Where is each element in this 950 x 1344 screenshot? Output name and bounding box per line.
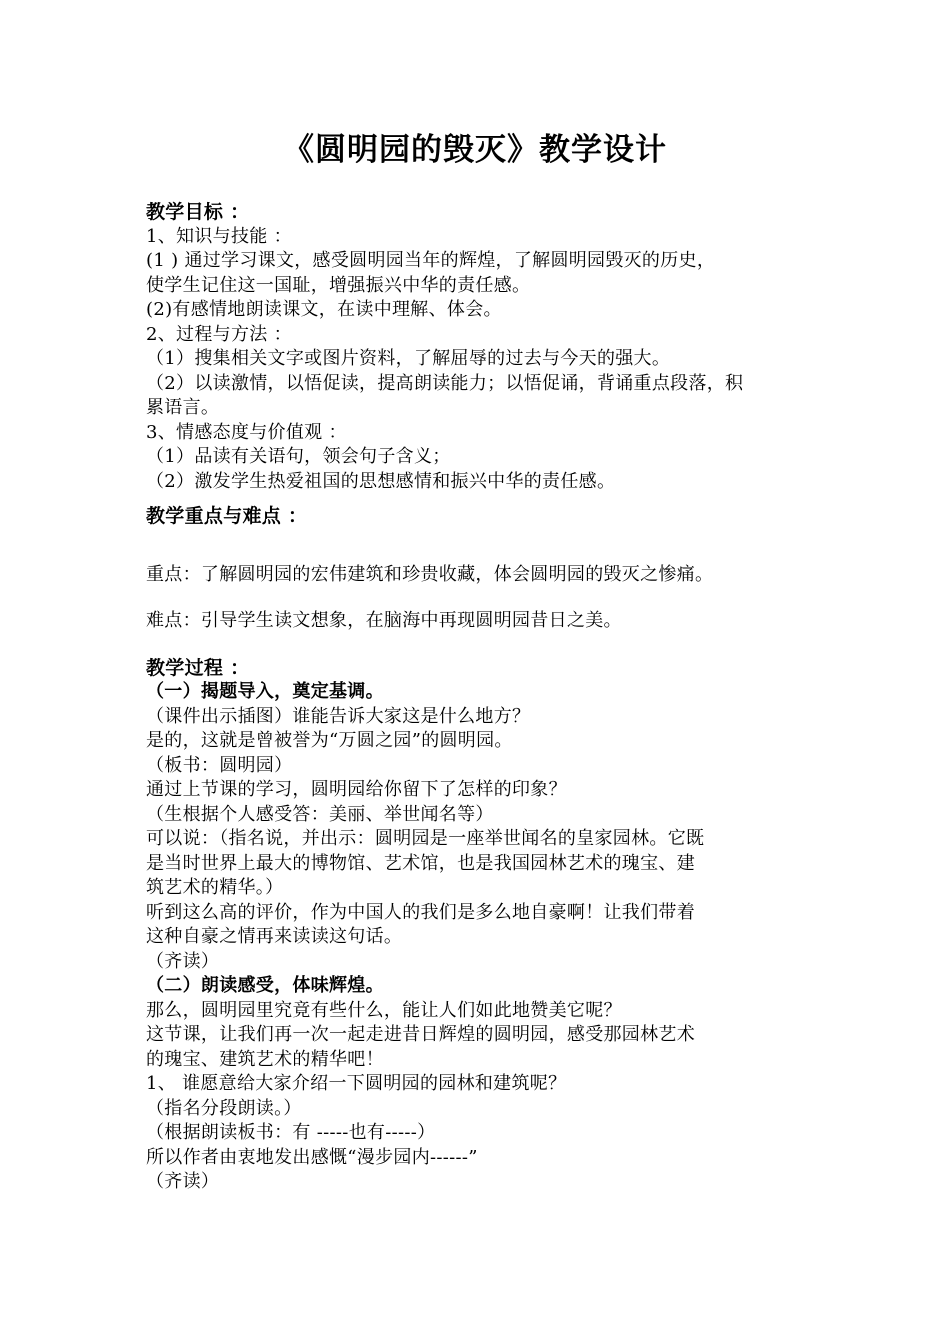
key-points-heading: 教学重点与难点 ：: [146, 505, 308, 527]
part1-line: （板书：圆明园）: [146, 754, 293, 776]
objectives-line: 3、情感态度与价值观 ：: [146, 421, 347, 443]
part2-line: 的瑰宝、建筑艺术的精华吧！: [146, 1048, 384, 1070]
objectives-line: （1）品读有关语句，领会句子含义；: [146, 446, 451, 467]
process-heading: 教学过程 ：: [146, 656, 250, 679]
part1-line: 筑艺术的精华。）: [146, 877, 284, 898]
part1-line: 听到这么高的评价，作为中国人的我们是多么地自豪啊！让我们带着: [146, 901, 695, 923]
part1-line: 可以说：（指名说，并出示：圆明园是一座举世闻名的皇家园林。它既: [146, 828, 705, 849]
document-title: 《圆明园的毁灭》教学设计: [283, 132, 667, 168]
part2-line: 1、 谁愿意给大家介绍一下圆明园的园林和建筑呢？: [146, 1073, 567, 1094]
part2-line: （根据朗读板书：有 -----也有-----）: [146, 1122, 436, 1143]
document-body: [146, 200, 836, 1195]
part2-line: （指名分段朗读。）: [146, 1097, 302, 1119]
objectives-line: (1 ) 通过学习课文，感受圆明园当年的辉煌，了解圆明园毁灭的历史，: [146, 250, 716, 271]
objectives-line: （1）搜集相关文字或图片资料，了解屈辱的过去与今天的强大。: [146, 348, 671, 369]
part1-line: 通过上节课的学习，圆明园给你留下了怎样的印象？: [146, 779, 567, 800]
part1-line: （生根据个人感受答：美丽、举世闻名等）: [146, 803, 494, 825]
spacer: [146, 587, 836, 609]
part1-line: （齐读）: [146, 950, 220, 972]
focus-point: 重点：了解圆明园的宏伟建筑和珍贵收藏，体会圆明园的毁灭之惨痛。: [146, 563, 714, 585]
part1-heading: （一）揭题导入，奠定基调。: [146, 681, 384, 702]
objectives-line: （2）以读激情，以悟促读，提高朗读能力；以悟促诵，背诵重点段落，积: [146, 372, 744, 394]
part2-line: 所以作者由衷地发出感慨“漫步园内------”: [146, 1146, 478, 1168]
objectives-line: （2）激发学生热爱祖国的思想感情和振兴中华的责任感。: [146, 470, 616, 492]
part1-line: 是当时世界上最大的博物馆、艺术馆，也是我国园林艺术的瑰宝、建: [146, 852, 695, 874]
part2-heading: （二）朗读感受，体味辉煌。: [146, 975, 384, 996]
difficulty-point: 难点：引导学生读文想象，在脑海中再现圆明园昔日之美。: [146, 610, 622, 631]
objectives-line: (2)有感情地朗读课文，在读中理解、体会。: [146, 299, 502, 320]
part1-line: （课件出示插图）谁能告诉大家这是什么地方？: [146, 705, 531, 727]
objectives-line: 2、过程与方法 ：: [146, 323, 292, 345]
objectives-line: 使学生记住这一国耻，增强振兴中华的责任感。: [146, 274, 531, 296]
part1-line: 这种自豪之情再来读读这句话。: [146, 926, 403, 947]
part2-line: （齐读）: [146, 1171, 220, 1192]
objectives-line: 累语言。: [146, 397, 220, 418]
part1-line: 是的，这就是曾被誉为“万圆之园”的圆明园。: [146, 730, 513, 751]
part2-line: 那么，圆明园里究竟有些什么，能让人们如此地赞美它呢？: [146, 999, 622, 1021]
spacer: [146, 634, 836, 656]
objectives-line: 1、知识与技能 ：: [146, 225, 292, 247]
spacer: [146, 529, 836, 563]
spacer: [146, 494, 836, 504]
objectives-heading: 教学目标 ：: [146, 201, 250, 223]
part2-line: 这节课，让我们再一次一起走进昔日辉煌的圆明园，感受那园林艺术: [146, 1024, 695, 1045]
